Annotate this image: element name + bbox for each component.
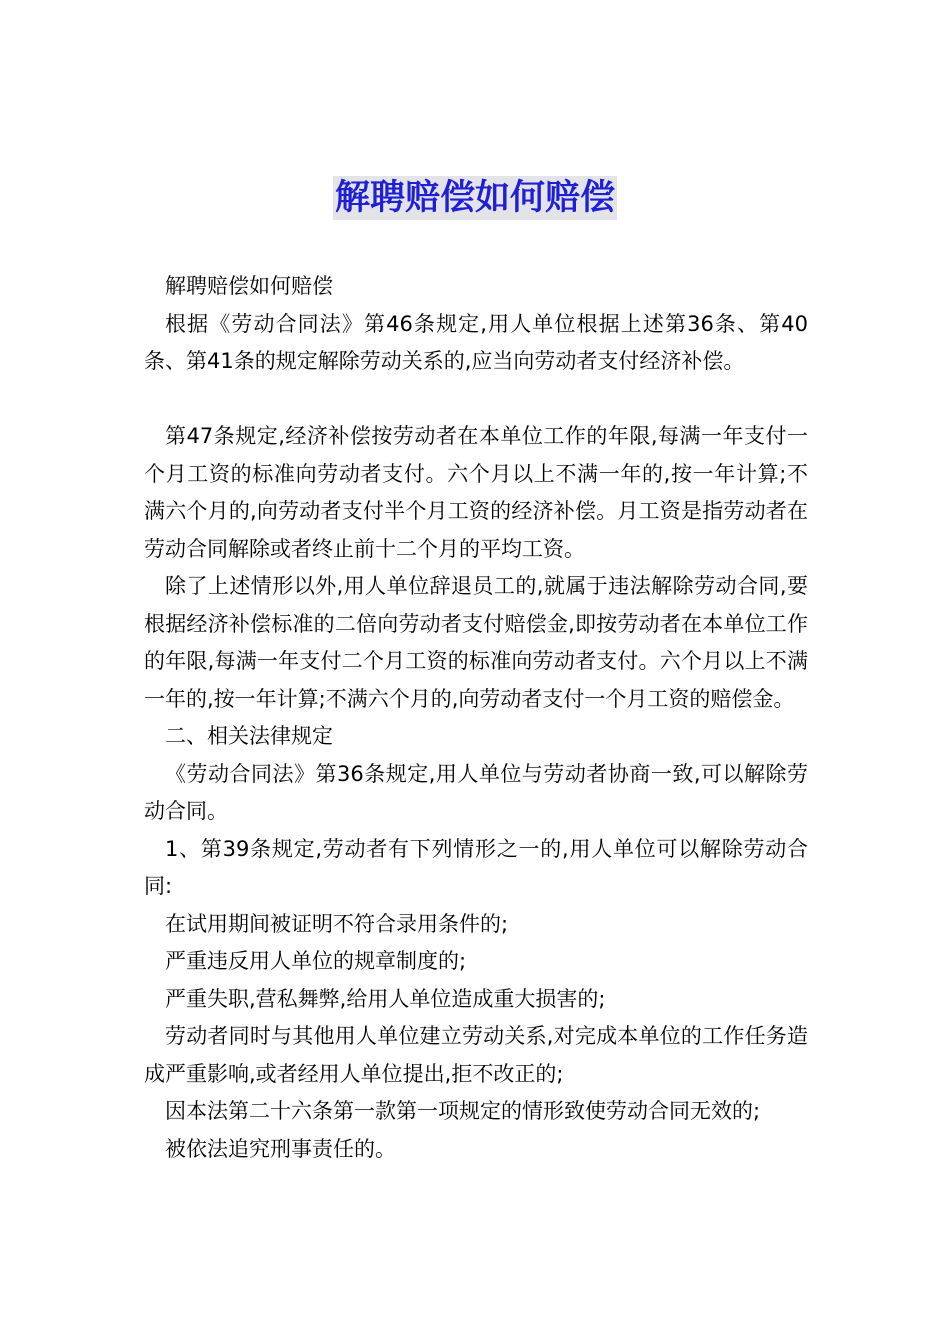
blank-line xyxy=(144,381,808,419)
document-title-text: 解聘赔偿如何赔偿 xyxy=(334,178,615,218)
list-item-invalid-contract: 因本法第二十六条第一款第一项规定的情形致使劳动合同无效的; xyxy=(165,1099,761,1123)
document-body xyxy=(144,268,808,1168)
list-item-rules-violation: 严重违反用人单位的规章制度的; xyxy=(165,949,467,973)
paragraph-article-46: 根据《劳动合同法》第46条规定,用人单位根据上述第36条、第40条、第41条的规定解除劳动关系的,应当向劳动者支付经济补偿。 xyxy=(144,311,808,373)
list-item-probation: 在试用期间被证明不符合录用条件的; xyxy=(165,911,509,936)
paragraph-illegal-termination: 除了上述情形以外,用人单位辞退员工的,就属于违法解除劳动合同,要根据经济补偿标准的二倍向劳动者支付赔偿金,即按劳动者在本单位工作的年限,每满一年支付二个月工资的标准向劳动者支付。六个月以上不满一年的,按一年计算;不满六个月的,向劳动者支付一个月工资的赔偿金。 xyxy=(144,574,808,711)
paragraph-article-36: 《劳动合同法》第36条规定,用人单位与劳动者协商一致,可以解除劳动合同。 xyxy=(144,761,808,823)
list-item-dual-employment: 劳动者同时与其他用人单位建立劳动关系,对完成本单位的工作任务造成严重影响,或者经用人单位提出,拒不改正的; xyxy=(144,1024,808,1086)
paragraph-subtitle: 解聘赔偿如何赔偿 xyxy=(165,274,333,298)
section-heading-related-law: 二、相关法律规定 xyxy=(165,724,333,748)
list-item-criminal-liability: 被依法追究刑事责任的。 xyxy=(165,1136,396,1161)
document-title xyxy=(0,176,950,220)
paragraph-article-39: 1、第39条规定,劳动者有下列情形之一的,用人单位可以解除劳动合同: xyxy=(144,836,808,898)
list-item-negligence: 严重失职,营私舞弊,给用人单位造成重大损害的; xyxy=(165,986,606,1011)
paragraph-article-47: 第47条规定,经济补偿按劳动者在本单位工作的年限,每满一年支付一个月工资的标准向劳动者支付。六个月以上不满一年的,按一年计算;不满六个月的,向劳动者支付半个月工资的经济补偿。月工资是指劳动者在劳动合同解除或者终止前十二个月的平均工资。 xyxy=(144,424,808,561)
